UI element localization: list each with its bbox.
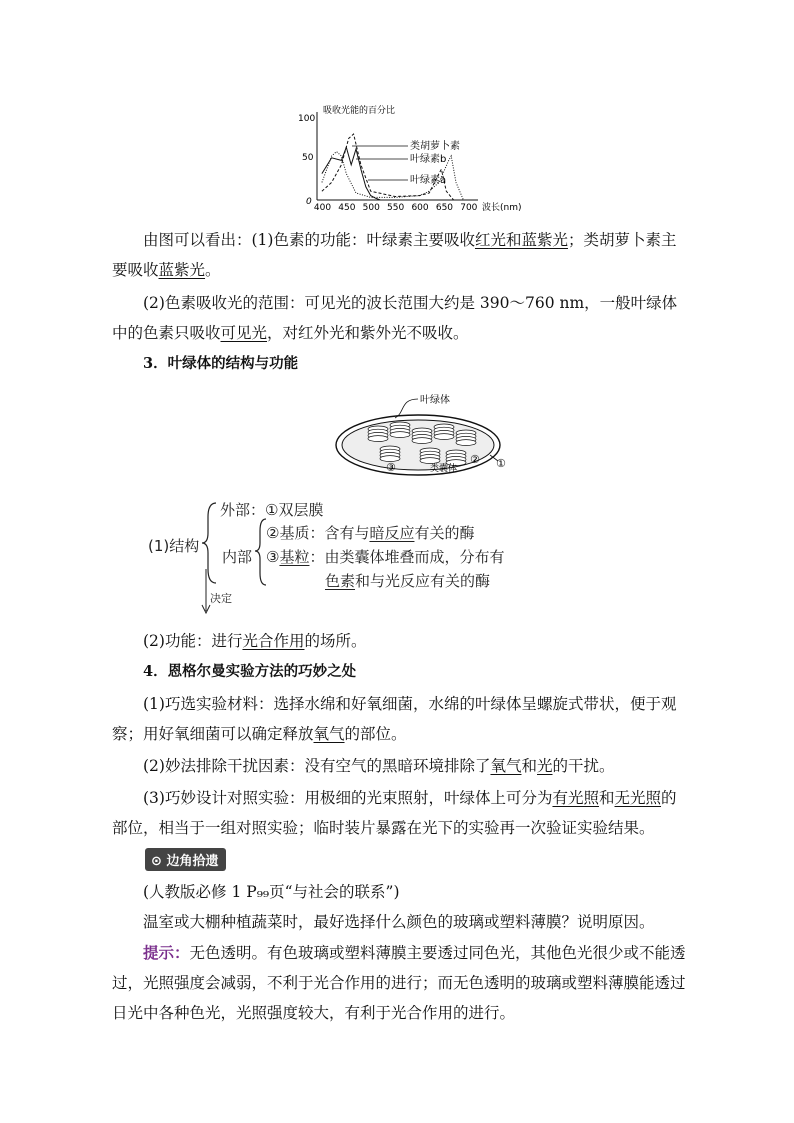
granum-disc — [434, 434, 454, 440]
label-1: ① — [496, 457, 506, 470]
x-tick-400: 400 — [313, 203, 332, 213]
x-tick-500: 500 — [362, 203, 380, 213]
chevron-down-icon: ⊙ — [151, 854, 162, 869]
structure-stroma — [266, 522, 474, 543]
text-segment: (3)巧妙设计对照实验：用极细的光束照射，叶绿体上可分为 — [143, 789, 553, 807]
section-tag — [145, 848, 226, 871]
text-segment: ；类胡萝卜素主要吸收 — [112, 231, 677, 279]
structure-label: (1)结构 — [148, 537, 200, 555]
text-segment: 和与光反应有关的酶 — [355, 572, 491, 590]
text-segment: (2)妙法排除干扰因素：没有空气的黑暗环境排除了 — [143, 757, 491, 775]
text-segment: ②基质：含有与 — [266, 524, 370, 542]
text-segment: (2)色素吸收光的范围：可见光的波长范围大约是 390～760 nm，一般叶绿体中的色素只吸收 — [112, 294, 678, 342]
text-segment: 的场所。 — [304, 632, 367, 650]
underlined-answer: 无光照 — [614, 789, 662, 807]
tag-label: 边角拾遗 — [166, 854, 219, 869]
hint-paragraph — [112, 938, 690, 1028]
hint-text: 无色透明。有色玻璃或塑料薄膜主要透过同色光，其他色光很少或不能透过，光照强度会减弱，不利于光合作用的进行；而无色透明的玻璃或塑料薄膜能透过日光中各种色光，光照强度较大，有利于光合作用的进行。 — [112, 944, 686, 1022]
label-thylakoid: 类囊体 — [430, 464, 458, 474]
text-segment: 的干扰。 — [552, 757, 615, 775]
paragraph-pigment-function — [112, 225, 690, 285]
text-segment: 和 — [598, 789, 615, 807]
granum-disc — [368, 436, 388, 442]
underlined-answer: 有光照 — [552, 789, 599, 807]
granum-disc — [456, 440, 476, 446]
hint-label: 提示： — [143, 943, 190, 962]
text-segment: (2)功能：进行 — [143, 632, 243, 650]
underlined-answer: 光合作用 — [242, 632, 305, 650]
text-segment: 有关的酶 — [414, 524, 475, 542]
decide-label: 决定 — [210, 592, 232, 605]
granum-disc — [420, 458, 440, 464]
absorption-chart — [290, 100, 540, 215]
underlined-answer: 基粒 — [279, 548, 310, 566]
x-tick-550: 550 — [387, 203, 405, 213]
text-segment: ，对红外光和紫外光不吸收。 — [267, 324, 469, 342]
structure-grana-cont — [325, 570, 490, 591]
structure-grana — [266, 546, 504, 567]
diagram-title: 叶绿体 — [420, 395, 450, 406]
heading-engelmann: 4．恩格尔曼实验方法的巧妙之处 — [143, 663, 357, 680]
label-3: ③ — [386, 461, 396, 474]
granum-disc — [390, 432, 410, 438]
text-segment: ：由类囊体堆叠而成，分布有 — [309, 548, 505, 566]
y-tick-50: 50 — [302, 153, 314, 163]
structure-outer: 外部：①双层膜 — [220, 501, 324, 519]
text-segment: ③ — [266, 548, 280, 566]
underlined-answer: 蓝紫光 — [158, 261, 206, 279]
paragraph-interference — [112, 751, 690, 781]
structure-inner: 内部 — [222, 548, 253, 566]
text-segment: 。 — [205, 261, 221, 279]
text-segment: (1)巧选实验材料：选择水绵和好氧细菌，水绵的叶绿体呈螺旋式带状，便于观察；用好氧细菌可以确定释放 — [112, 695, 677, 743]
x-tick-600: 600 — [411, 203, 429, 213]
x-tick-700: 700 — [460, 203, 478, 213]
question: 温室或大棚种植蔬菜时，最好选择什么颜色的玻璃或塑料薄膜？说明原因。 — [143, 913, 655, 931]
underlined-answer: 暗反应 — [369, 524, 415, 542]
legend-chlorophyll-b: 叶绿素b — [410, 154, 447, 165]
x-tick-650: 650 — [435, 203, 454, 213]
paragraph-function — [112, 626, 690, 656]
granum-disc — [412, 438, 432, 444]
underlined-answer: 色素 — [325, 572, 356, 590]
reference-line: (人教版必修 1 P₉₉页“与社会的联系”) — [143, 883, 400, 901]
paragraph-control — [112, 783, 690, 843]
label-2: ② — [470, 453, 480, 466]
legend-carotenoid: 类胡萝卜素 — [410, 141, 460, 152]
underlined-answer: 红光和蓝紫光 — [474, 231, 568, 249]
paragraph-absorption-range — [112, 288, 690, 348]
chart-ylabel: 吸收光能的百分比 — [323, 106, 396, 116]
series-carotenoid-line — [322, 147, 381, 200]
chloroplast-diagram — [330, 385, 520, 485]
heading-chloroplast-structure: 3．叶绿体的结构与功能 — [143, 355, 299, 372]
underlined-answer: 光 — [537, 757, 553, 775]
underlined-answer: 可见光 — [220, 324, 268, 342]
y-tick-100: 100 — [298, 114, 316, 124]
text-segment: 由图可以看出：(1)色素的功能：叶绿素主要吸收 — [143, 231, 475, 249]
x-tick-450: 450 — [338, 203, 356, 213]
underlined-answer: 氧气 — [313, 725, 345, 743]
paragraph-material — [112, 689, 690, 749]
legend-chlorophyll-a: 叶绿素a — [410, 175, 447, 186]
text-segment: 的部位。 — [344, 725, 407, 743]
text-segment: 和 — [521, 757, 537, 775]
y-tick-0: 0 — [306, 197, 312, 207]
chart-xlabel: 波长(nm) — [482, 203, 522, 213]
text-segment: 的部位，相当于一组对照实验；临时装片暴露在光下的实验再一次验证实验结果。 — [112, 789, 677, 837]
underlined-answer: 氧气 — [490, 757, 522, 775]
